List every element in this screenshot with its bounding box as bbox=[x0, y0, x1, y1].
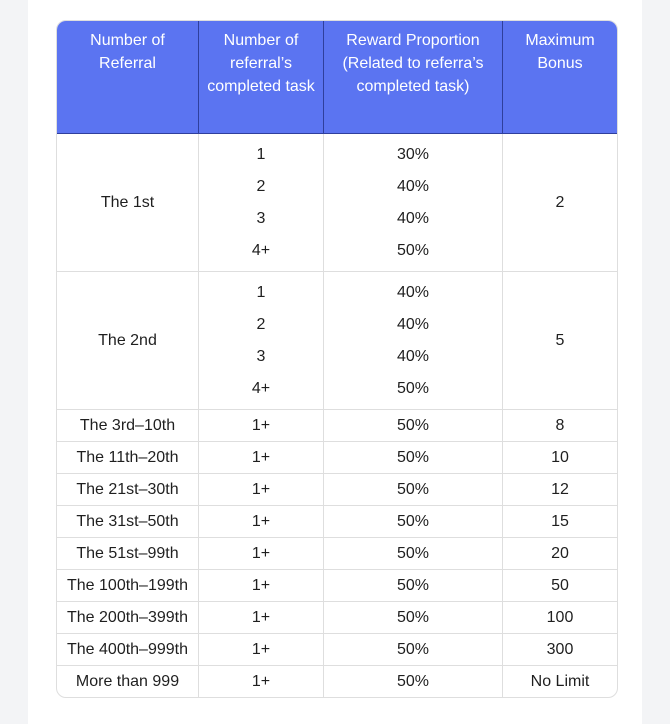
header-maximum-bonus: Maximum Bonus bbox=[503, 21, 617, 134]
cell-proportion: 50% bbox=[324, 442, 503, 474]
header-number-of-referral: Number of Referral bbox=[57, 21, 199, 134]
table-row bbox=[57, 634, 617, 666]
table-row-group-1st bbox=[57, 134, 617, 272]
header-reward-proportion: Reward Proportion (Related to referra’s completed task) bbox=[324, 21, 503, 134]
cell-bonus: 8 bbox=[503, 410, 617, 442]
cell-proportion: 50% bbox=[324, 602, 503, 634]
table-row bbox=[57, 538, 617, 570]
cell-task: 1+ bbox=[199, 634, 324, 666]
table-row bbox=[57, 474, 617, 506]
proportion-value: 40% bbox=[396, 177, 430, 195]
referral-reward-table bbox=[56, 20, 618, 698]
cell-bonus: No Limit bbox=[530, 672, 590, 690]
cell-referral: More than 999 bbox=[57, 666, 199, 697]
cell-referral: The 31st–50th bbox=[57, 506, 199, 538]
proportion-value: 50% bbox=[396, 241, 430, 259]
cell-proportion: 50% bbox=[324, 634, 503, 666]
cell-task: 1+ bbox=[199, 570, 324, 602]
cell-bonus: 100 bbox=[503, 602, 617, 634]
cell-proportion: 50% bbox=[324, 538, 503, 570]
cell-tasks bbox=[199, 272, 324, 410]
cell-bonus: 20 bbox=[503, 538, 617, 570]
table-row bbox=[57, 602, 617, 634]
cell-proportion: 50% bbox=[324, 570, 503, 602]
table-row bbox=[57, 410, 617, 442]
cell-bonus: 50 bbox=[503, 570, 617, 602]
proportion-value: 30% bbox=[396, 145, 430, 163]
proportion-value: 40% bbox=[396, 283, 430, 301]
cell-tasks bbox=[199, 134, 324, 272]
task-value: 2 bbox=[256, 315, 266, 333]
cell-proportion: 50% bbox=[324, 506, 503, 538]
cell-referral: The 21st–30th bbox=[57, 474, 199, 506]
task-value: 2 bbox=[256, 177, 266, 195]
table-row bbox=[57, 570, 617, 602]
cell-bonus: 2 bbox=[503, 134, 617, 272]
cell-referral: The 400th–999th bbox=[57, 634, 199, 666]
table-row bbox=[57, 442, 617, 474]
task-value: 3 bbox=[256, 347, 266, 365]
cell-task: 1+ bbox=[199, 442, 324, 474]
proportion-value: 40% bbox=[396, 315, 430, 333]
proportion-value: 40% bbox=[396, 347, 430, 365]
cell-proportions bbox=[324, 272, 503, 410]
task-value: 1 bbox=[256, 145, 266, 163]
table-header-row bbox=[57, 21, 617, 134]
cell-bonus: 10 bbox=[503, 442, 617, 474]
cell-proportion: 50% bbox=[324, 474, 503, 506]
cell-proportions bbox=[324, 134, 503, 272]
cell-task: 1+ bbox=[199, 506, 324, 538]
cell-referral: The 2nd bbox=[57, 272, 199, 410]
cell-task: 1+ bbox=[199, 410, 324, 442]
cell-task: 1+ bbox=[199, 602, 324, 634]
cell-bonus: 12 bbox=[503, 474, 617, 506]
cell-bonus: 15 bbox=[503, 506, 617, 538]
proportion-value: 40% bbox=[396, 209, 430, 227]
table-row-group-2nd bbox=[57, 272, 617, 410]
cell-proportion: 50% bbox=[324, 666, 503, 697]
task-value: 4+ bbox=[251, 241, 271, 259]
cell-bonus: 5 bbox=[503, 272, 617, 410]
cell-bonus: 300 bbox=[503, 634, 617, 666]
cell-task: 1+ bbox=[199, 474, 324, 506]
cell-referral: The 3rd–10th bbox=[57, 410, 199, 442]
cell-proportion: 50% bbox=[324, 410, 503, 442]
cell-task: 1+ bbox=[199, 666, 324, 697]
cell-task: 1+ bbox=[199, 538, 324, 570]
task-value: 1 bbox=[256, 283, 266, 301]
cell-referral: The 51st–99th bbox=[57, 538, 199, 570]
cell-referral: The 100th–199th bbox=[57, 570, 199, 602]
proportion-value: 50% bbox=[396, 379, 430, 397]
header-completed-task: Number of referral’s completed task bbox=[199, 21, 324, 134]
cell-referral: The 200th–399th bbox=[57, 602, 199, 634]
task-value: 3 bbox=[256, 209, 266, 227]
cell-referral: The 11th–20th bbox=[57, 442, 199, 474]
task-value: 4+ bbox=[251, 379, 271, 397]
cell-referral: The 1st bbox=[57, 134, 199, 272]
table-row bbox=[57, 506, 617, 538]
table-row bbox=[57, 666, 617, 697]
